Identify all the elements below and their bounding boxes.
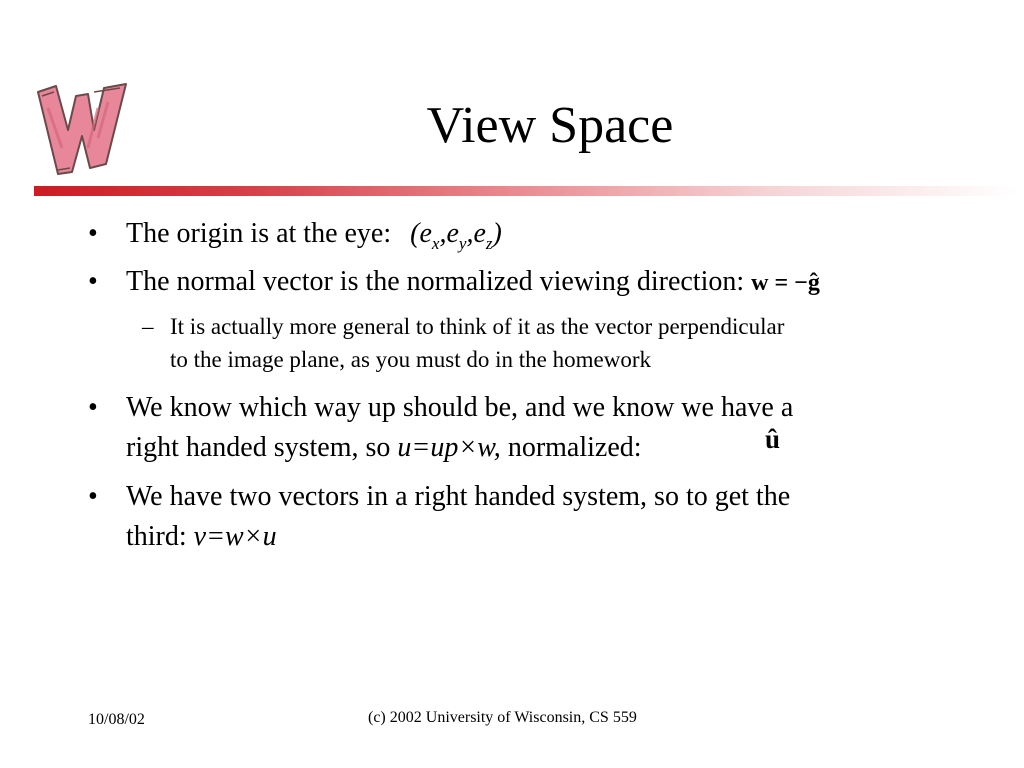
bullet-normal-vector <box>88 262 820 303</box>
bullet-mark: • <box>88 392 98 423</box>
bullet-mark: • <box>88 266 98 297</box>
bullet-up-vector-line1: • We know which way up should be, and we know we have a <box>126 388 793 428</box>
slide-title: View Space <box>426 97 674 154</box>
subbullet-perpendicular-line2: to the image plane, as you must do in the homework <box>170 347 651 372</box>
subbullet-perpendicular-line1: – It is actually more general to think of it as the vector perpendicular <box>170 310 784 343</box>
bullet-third-vector-line1: • We have two vectors in a right handed system, so to get the <box>126 477 790 517</box>
normal-equation: w = −ĝ <box>751 270 820 296</box>
footer-date: 10/08/02 <box>88 711 145 728</box>
v-equation: v=w×u <box>193 521 277 552</box>
u-equation: u=up×w, <box>397 432 501 463</box>
bullet-mark: • <box>88 218 98 249</box>
dash-mark: – <box>142 314 154 339</box>
bullet-up-vector-line2: right handed system, so u=up×w, normalized: <box>126 432 642 463</box>
bullet-third-vector-line2: third: v=w×u <box>126 521 277 552</box>
footer-copyright: (c) 2002 University of Wisconsin, CS 559 <box>368 709 637 726</box>
u-hat-symbol: û <box>765 424 781 454</box>
eye-coordinates: $(e_x,e_y,e_z)$ <box>410 218 502 253</box>
bullet-normal-text: The normal vector is the normalized viewing direction: <box>126 266 745 297</box>
bullet-mark: • <box>88 481 98 512</box>
bullet-origin <box>88 214 502 257</box>
bullet-origin-text: The origin is at the eye: <box>126 218 392 249</box>
